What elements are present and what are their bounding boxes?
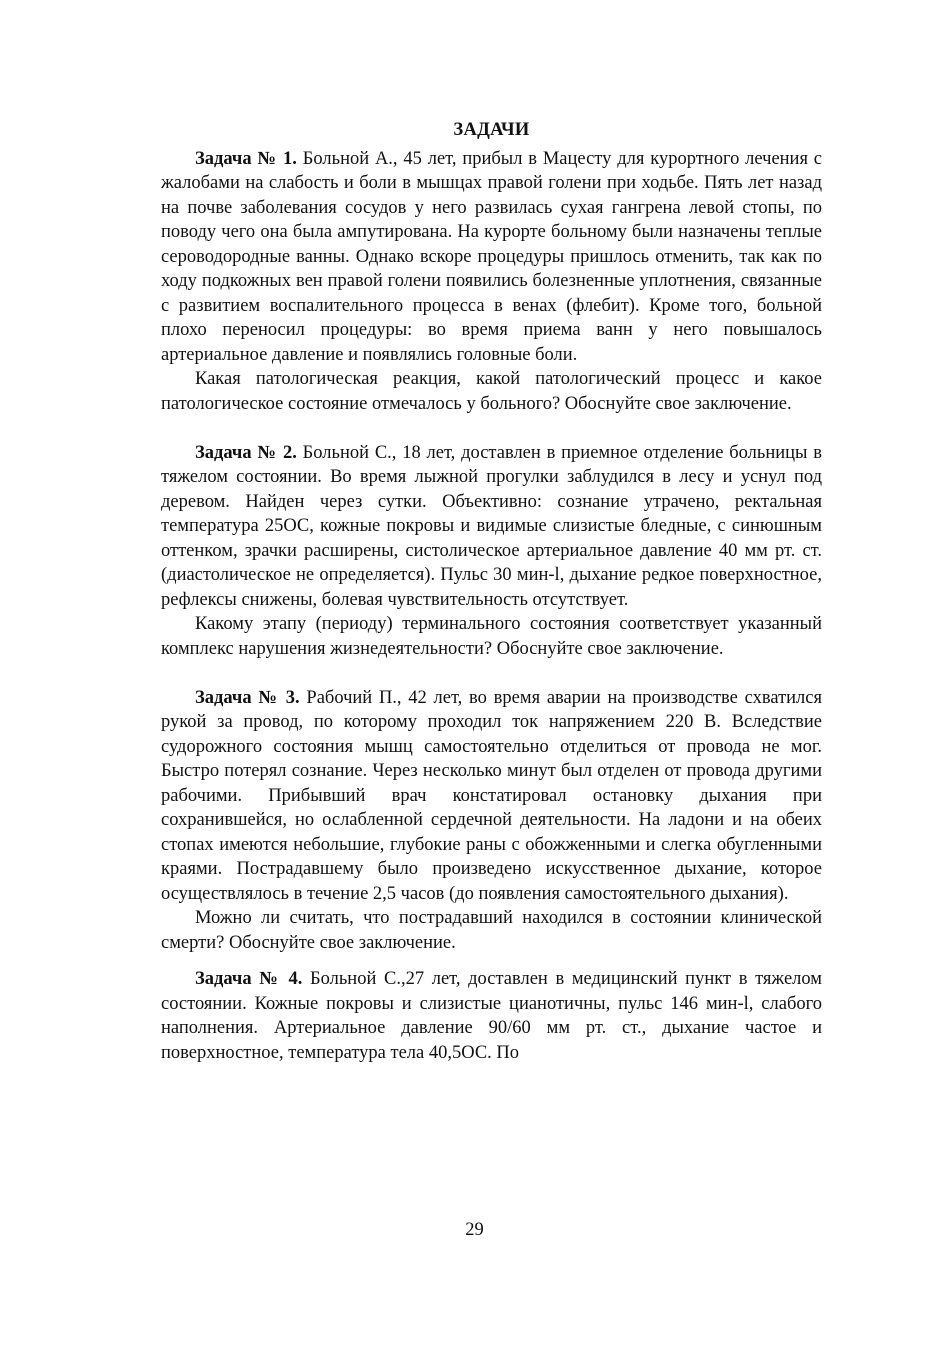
document-page xyxy=(161,118,822,1065)
task-3-question: Можно ли считать, что пострадавший находился в состоянии клинической смерти? Обоснуйте свое заключение. xyxy=(161,908,822,953)
task-1-question: Какая патологическая реакция, какой патологический процесс и какое патологическое состояние отмечалось у больного? Обоснуйте свое заключение. xyxy=(161,369,822,414)
spacer xyxy=(161,416,822,441)
task-4-text: Больной С.,27 лет, доставлен в медицинский пункт в тяжелом состоянии. Кожные покровы и слизистые цианотичны, пульс 146 мин-l, слабого наполнения. Артериальное давление 90/60 мм рт. ст., дыхание частое и поверхностное, температура тела 40,5ОС. По xyxy=(161,969,823,1063)
task-3 xyxy=(161,686,822,956)
spacer xyxy=(161,955,822,967)
task-2-question: Какому этапу (периоду) терминального состояния соответствует указанный комплекс нарушения жизнедеятельности? Обоснуйте свое заключение. xyxy=(161,614,822,659)
task-3-label: Задача № 3. xyxy=(195,687,300,708)
task-2-label: Задача № 2. xyxy=(195,442,297,463)
spacer xyxy=(161,661,822,686)
page-number: 29 xyxy=(465,1220,484,1240)
task-1-paragraph-1 xyxy=(161,147,822,368)
task-1-text: Больной А., 45 лет, прибыл в Мацесту для курортного лечения с жалобами на слабость и боли в мышцах правой голени при ходьбе. Пять лет назад на почве заболевания сосудов у него развилась сухая гангрена левой стопы, по поводу чего она была ампутирована. На курорте больному были назначены теплые сероводородные ванны. Однако вскоре процедуры пришлось отменить, так как по ходу подкожных вен правой голени появились болезненные уплотнения, связанные с развитием воспалительного процесса в венах (флебит). Кроме того, больной плохо переносил процедуры: во время приема ванн у него повышалось артериальное давление и появлялись головные боли. xyxy=(161,148,823,365)
task-4 xyxy=(161,967,822,1065)
task-4-paragraph-1 xyxy=(161,967,822,1065)
task-4-label: Задача № 4. xyxy=(195,969,303,989)
task-3-text: Рабочий П., 42 лет, во время аварии на производстве схватился рукой за провод, по которому проходил ток напряжением 220 В. Вследствие судорожного состояния мышц самостоятельно отделиться от провода не мог. Быстро потерял сознание. Через несколько минут был отделен от провода другими рабочими. Прибывший врач констатировал остановку дыхания при сохранившейся, но ослабленной сердечной деятельности. На ладони и на обеих стопах имеются небольшие, глубокие раны с обожженными и слегка обугленными краями. Пострадавшему было произведено искусственное дыхание, которое осуществлялось в течение 2,5 часов (до появления самостоятельного дыхания). xyxy=(161,687,823,904)
section-heading: ЗАДАЧИ xyxy=(453,120,530,140)
task-3-paragraph-1 xyxy=(161,686,822,907)
task-2-paragraph-1 xyxy=(161,441,822,613)
task-2-text: Больной С., 18 лет, доставлен в приемное отделение больницы в тяжелом состоянии. Во время лыжной прогулки заблудился в лесу и уснул под деревом. Найден через сутки. Объективно: сознание утрачено, ректальная температура 25ОС, кожные покровы и видимые слизистые бледные, с синюшным оттенком, зрачки расширены, систолическое артериальное давление 40 мм рт. ст. (диастолическое не определяется). Пульс 30 мин-l, дыхание редкое поверхностное, рефлексы снижены, болевая чувствительность отсутствует. xyxy=(161,442,823,610)
task-1 xyxy=(161,147,822,417)
task-2 xyxy=(161,441,822,662)
task-1-label: Задача № 1. xyxy=(195,148,297,169)
